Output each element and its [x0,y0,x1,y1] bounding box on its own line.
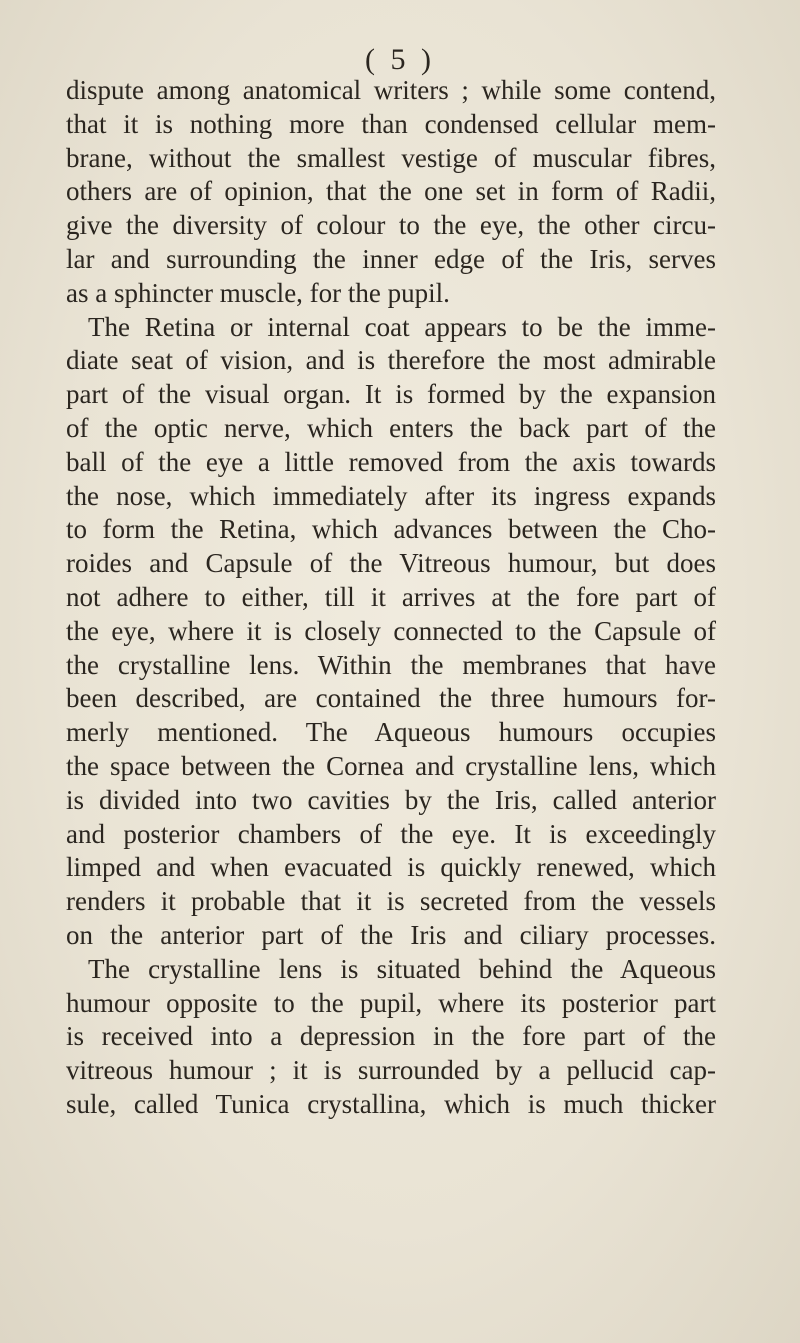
text-line: merly mentioned. The Aqueous humours occupies [66,717,716,748]
text-line: brane, without the smallest vestige of muscular fibres, [66,142,716,173]
text-line: vitreous humour ; it is surrounded by a pellucid cap- [66,1055,716,1086]
paragraph-start-line: The crystalline lens is situated behind the Aqueous [88,953,716,984]
text-line: not adhere to either, till it arrives at the fore part of [66,581,716,612]
text-line: as a sphincter muscle, for the pupil. [66,277,450,308]
text-line: dispute among anatomical writers ; while some contend, [66,75,716,105]
page-number: ( 5 ) [365,43,435,76]
text-line: renders it probable that it is secreted from the vessels [66,886,716,917]
text-line: on the anterior part of the Iris and ciliary processes. [66,919,716,950]
text-line: been described, are contained the three humours for- [66,683,716,714]
text-line: give the diversity of colour to the eye, the other circu- [66,210,716,241]
text-line: roides and Capsule of the Vitreous humour, but does [66,548,716,579]
text-line: that it is nothing more than condensed cellular mem- [66,108,716,139]
body-text [66,74,716,1122]
text-line: is received into a depression in the fore part of the [66,1021,716,1052]
text-line: the eye, where it is closely connected to the Capsule of [66,615,716,646]
text-line: humour opposite to the pupil, where its posterior part [66,987,716,1018]
text-line: the space between the Cornea and crystalline lens, which [66,750,716,781]
text-line: of the optic nerve, which enters the back part of the [66,412,716,443]
text-line: is divided into two cavities by the Iris, called anterior [66,784,716,815]
text-line: lar and surrounding the inner edge of the Iris, serves [66,243,716,274]
text-line: to form the Retina, which advances between the Cho- [66,514,716,545]
text-line: the nose, which immediately after its ingress expands [66,480,716,511]
paragraph-start-line: The Retina or internal coat appears to be the imme- [88,311,716,342]
text-line: limped and when evacuated is quickly renewed, which [66,852,716,883]
text-line: part of the visual organ. It is formed by the expansion [66,379,716,410]
text-line: sule, called Tunica crystallina, which is much thicker [66,1088,716,1119]
text-line: others are of opinion, that the one set in form of Radii, [66,176,716,207]
text-line: diate seat of vision, and is therefore the most admirable [66,345,716,376]
text-line: and posterior chambers of the eye. It is exceedingly [66,818,716,849]
text-line: the crystalline lens. Within the membranes that have [66,649,716,680]
text-line: ball of the eye a little removed from the axis towards [66,446,716,477]
